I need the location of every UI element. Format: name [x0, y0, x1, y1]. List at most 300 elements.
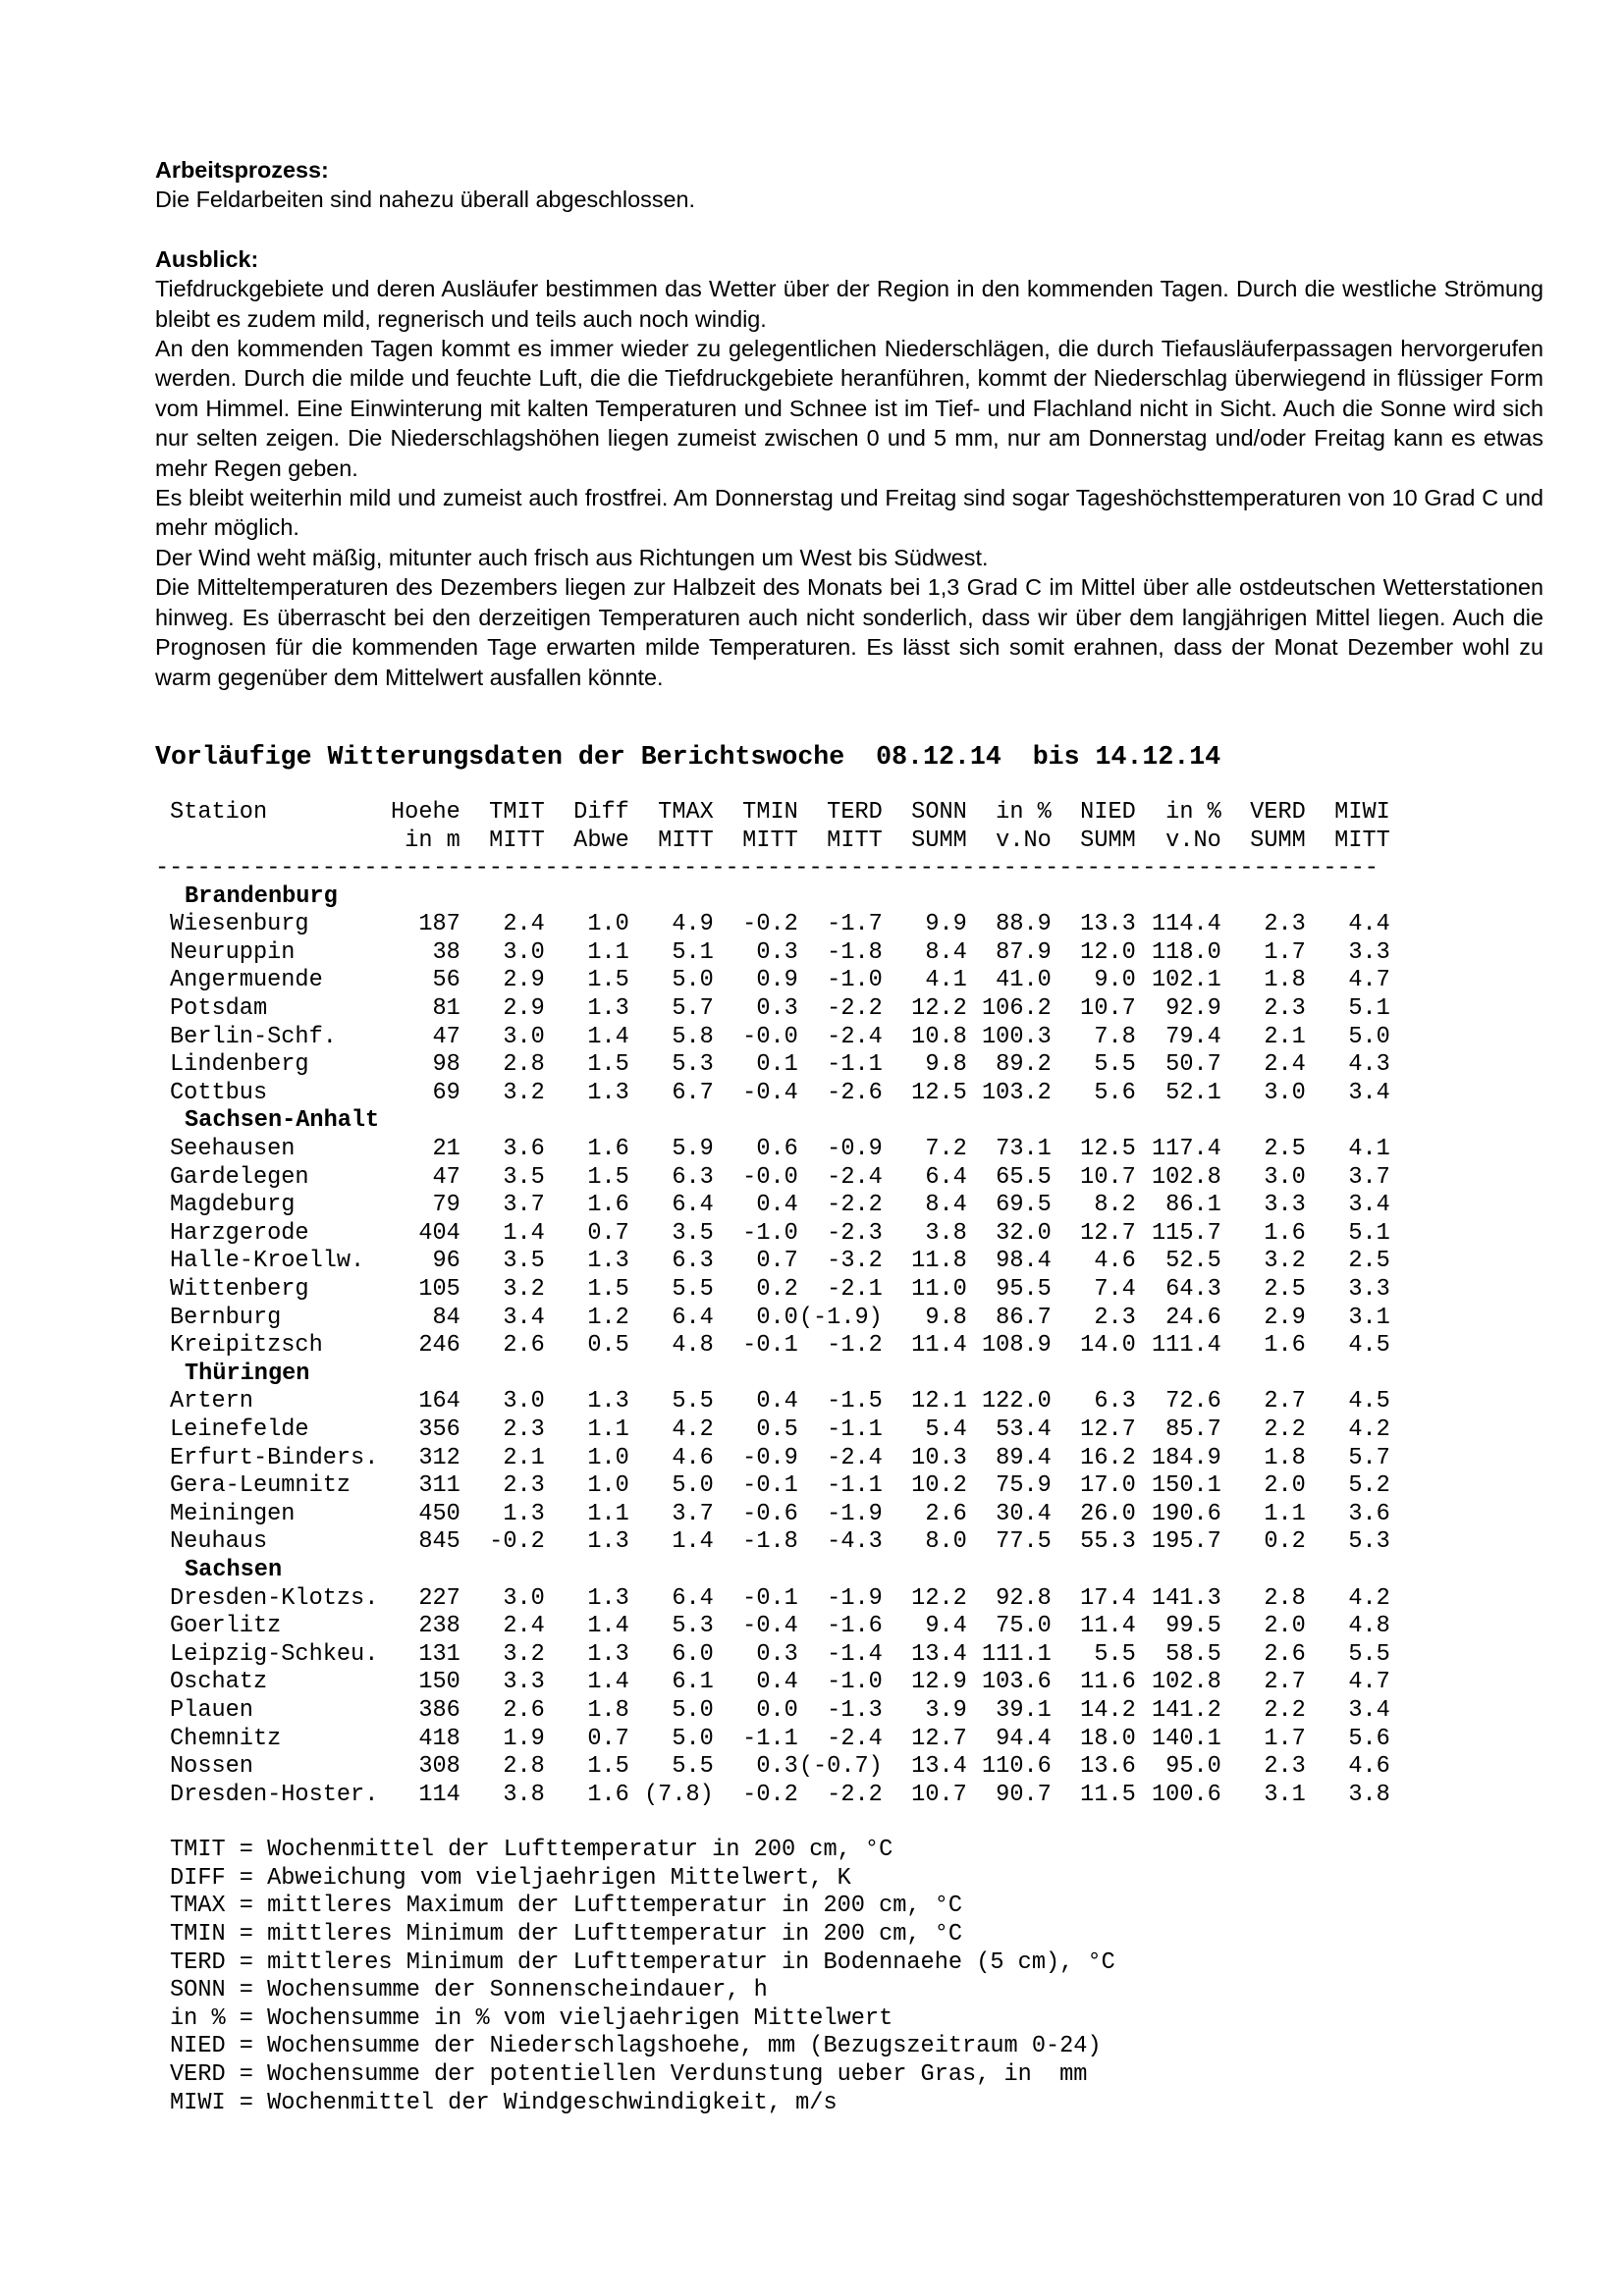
- cell-hoehe: in m: [405, 827, 460, 854]
- cell-station: Wiesenburg: [170, 911, 309, 938]
- cell-sonn: 10.2: [911, 1472, 967, 1500]
- cell-station: Dresden-Hoster.: [170, 1781, 379, 1808]
- cell-sonn-pct: 106.2: [982, 995, 1052, 1023]
- cell-sonn-pct: 100.3: [982, 1023, 1052, 1050]
- cell-tmin: 0.3: [756, 995, 798, 1023]
- station-row: [155, 995, 1390, 1024]
- cell-nied: 14.0: [1080, 1332, 1136, 1360]
- cell-miwi: 5.1: [1348, 995, 1390, 1023]
- station-row: [155, 1501, 1390, 1529]
- cell-tmit: 1.3: [503, 1500, 545, 1527]
- cell-tmit: 3.2: [503, 1276, 545, 1303]
- cell-sonn: 12.9: [911, 1669, 967, 1696]
- cell-nied-pct: 86.1: [1165, 1192, 1221, 1219]
- cell-hoehe: 47: [432, 1023, 460, 1050]
- cell-nied-pct: 102.1: [1152, 967, 1221, 994]
- cell-terd: -2.3: [827, 1219, 883, 1247]
- cell-verd: 3.3: [1264, 1192, 1306, 1219]
- cell-tmax: (7.8): [644, 1781, 714, 1808]
- cell-tmax: 4.2: [672, 1415, 714, 1443]
- cell-sonn: 12.1: [911, 1388, 967, 1415]
- cell-tmax: 6.1: [672, 1669, 714, 1696]
- cell-nied: 6.3: [1094, 1388, 1136, 1415]
- cell-sonn: 13.4: [911, 1640, 967, 1668]
- cell-verd: 0.2: [1264, 1528, 1306, 1556]
- cell-verd: SUMM: [1250, 827, 1306, 854]
- cell-sonn: 8.0: [925, 1528, 967, 1556]
- legend-item: SONN = Wochensumme der Sonnenscheindauer, h: [170, 1977, 768, 2004]
- cell-tmax: 3.7: [672, 1500, 714, 1527]
- cell-miwi: 3.4: [1348, 1192, 1390, 1219]
- cell-sonn: 12.2: [911, 995, 967, 1023]
- cell-tmax: 5.8: [672, 1023, 714, 1050]
- cell-tmit: 3.7: [503, 1192, 545, 1219]
- cell-tmit: 3.4: [503, 1304, 545, 1331]
- cell-nied-pct: 50.7: [1165, 1051, 1221, 1079]
- cell-miwi: MITT: [1334, 827, 1390, 854]
- cell-nied-pct: 52.5: [1165, 1248, 1221, 1275]
- cell-nied: 10.7: [1080, 1163, 1136, 1191]
- region-name: Thüringen: [185, 1360, 310, 1387]
- cell-terd: -2.2: [827, 1192, 883, 1219]
- cell-diff: 1.4: [587, 1669, 629, 1696]
- cell-diff: 1.8: [587, 1696, 629, 1724]
- cell-sonn: 2.6: [925, 1500, 967, 1527]
- station-row: [155, 1726, 1390, 1754]
- cell-station: Angermuende: [170, 967, 323, 994]
- cell-miwi: 4.7: [1348, 1669, 1390, 1696]
- ausblick-paragraph: Tiefdruckgebiete und deren Ausläufer bestimmen das Wetter über der Region in den kommenden Tagen. Durch die westliche Strömung bleibt es zudem mild, regnerisch und teils auch noch windig.: [155, 276, 1543, 332]
- cell-nied: 17.4: [1080, 1584, 1136, 1612]
- cell-hoehe: 79: [432, 1192, 460, 1219]
- cell-hoehe: 81: [432, 995, 460, 1023]
- table-header-row: [155, 828, 1390, 856]
- cell-sonn: 10.7: [911, 1781, 967, 1808]
- cell-hoehe: 187: [418, 911, 460, 938]
- cell-miwi: 4.7: [1348, 967, 1390, 994]
- station-row: [155, 939, 1390, 968]
- ausblick-paragraph: Der Wind weht mäßig, mitunter auch frisch aus Richtungen um West bis Südwest.: [155, 544, 989, 570]
- station-row: [155, 1332, 1390, 1361]
- cell-terd: -4.3: [827, 1528, 883, 1556]
- cell-tmit: 2.9: [503, 995, 545, 1023]
- cell-sonn: 5.4: [925, 1415, 967, 1443]
- cell-nied-pct: 95.0: [1165, 1753, 1221, 1781]
- cell-tmit: 2.4: [503, 911, 545, 938]
- cell-terd: -1.6: [827, 1613, 883, 1640]
- cell-tmax: TMAX: [658, 798, 714, 826]
- cell-sonn-pct: 75.9: [996, 1472, 1052, 1500]
- cell-tmin: TMIN: [742, 798, 798, 826]
- cell-tmin: -0.6: [742, 1500, 798, 1527]
- cell-hoehe: 96: [432, 1248, 460, 1275]
- cell-station: Meiningen: [170, 1500, 296, 1527]
- cell-miwi: 4.5: [1348, 1332, 1390, 1360]
- cell-station: Artern: [170, 1388, 253, 1415]
- cell-tmin: 0.0: [756, 1696, 798, 1724]
- cell-tmax: 5.9: [672, 1136, 714, 1163]
- cell-tmin: 0.0: [756, 1304, 798, 1331]
- cell-verd: 2.3: [1264, 1753, 1306, 1781]
- cell-tmit: 3.3: [503, 1669, 545, 1696]
- cell-sonn: 3.8: [925, 1219, 967, 1247]
- cell-miwi: 4.8: [1348, 1613, 1390, 1640]
- region-name: Sachsen-Anhalt: [185, 1107, 380, 1135]
- cell-hoehe: 47: [432, 1163, 460, 1191]
- cell-terd: -1.1: [827, 1051, 883, 1079]
- cell-diff: Diff: [573, 798, 629, 826]
- legend-item: TMIT = Wochenmittel der Lufttemperatur in 200 cm, °C: [170, 1837, 893, 1864]
- cell-sonn-pct: 98.4: [996, 1248, 1052, 1275]
- cell-terd: (-1.9): [798, 1304, 883, 1331]
- cell-diff: 1.1: [587, 1500, 629, 1527]
- cell-miwi: 3.3: [1348, 938, 1390, 966]
- cell-diff: 1.3: [587, 1528, 629, 1556]
- cell-verd: 1.8: [1264, 967, 1306, 994]
- cell-nied: 11.5: [1080, 1781, 1136, 1808]
- cell-verd: 1.6: [1264, 1219, 1306, 1247]
- cell-nied: 12.0: [1080, 938, 1136, 966]
- cell-verd: 2.3: [1264, 995, 1306, 1023]
- cell-hoehe: 69: [432, 1079, 460, 1106]
- region-name: Sachsen: [185, 1556, 283, 1583]
- cell-nied: 9.0: [1094, 967, 1136, 994]
- cell-diff: 0.7: [587, 1219, 629, 1247]
- cell-station: Gardelegen: [170, 1163, 309, 1191]
- cell-tmit: 2.6: [503, 1696, 545, 1724]
- cell-tmit: 2.8: [503, 1753, 545, 1781]
- cell-sonn-pct: 89.2: [996, 1051, 1052, 1079]
- station-row: [155, 1388, 1390, 1416]
- cell-station: Magdeburg: [170, 1192, 296, 1219]
- cell-tmit: 2.8: [503, 1051, 545, 1079]
- station-row: [155, 1528, 1390, 1557]
- cell-miwi: 3.7: [1348, 1163, 1390, 1191]
- cell-hoehe: 418: [418, 1725, 460, 1752]
- cell-tmit: 2.3: [503, 1472, 545, 1500]
- cell-sonn-pct: 103.6: [982, 1669, 1052, 1696]
- cell-hoehe: 164: [418, 1388, 460, 1415]
- cell-tmin: -0.1: [742, 1332, 798, 1360]
- cell-nied: 2.3: [1094, 1304, 1136, 1331]
- cell-verd: 1.7: [1264, 1725, 1306, 1752]
- cell-nied: 12.7: [1080, 1415, 1136, 1443]
- cell-station: Oschatz: [170, 1669, 268, 1696]
- cell-nied-pct: 141.2: [1152, 1696, 1221, 1724]
- table-separator: [155, 855, 1390, 883]
- cell-miwi: 4.1: [1348, 1136, 1390, 1163]
- cell-sonn: 11.0: [911, 1276, 967, 1303]
- cell-station: Leinefelde: [170, 1415, 309, 1443]
- cell-tmax: 5.5: [672, 1388, 714, 1415]
- cell-tmin: 0.4: [756, 1192, 798, 1219]
- ausblick-section: [155, 244, 1543, 692]
- cell-terd: (-0.7): [798, 1753, 883, 1781]
- cell-nied: 11.6: [1080, 1669, 1136, 1696]
- cell-terd: TERD: [827, 798, 883, 826]
- cell-nied: 8.2: [1094, 1192, 1136, 1219]
- cell-diff: 1.4: [587, 1613, 629, 1640]
- cell-hoehe: 386: [418, 1696, 460, 1724]
- cell-nied: 7.4: [1094, 1276, 1136, 1303]
- cell-sonn: 9.8: [925, 1051, 967, 1079]
- cell-nied-pct: 150.1: [1152, 1472, 1221, 1500]
- cell-terd: -1.2: [827, 1332, 883, 1360]
- cell-sonn-pct: 30.4: [996, 1500, 1052, 1527]
- legend-item: TMIN = mittleres Minimum der Lufttemperatur in 200 cm, °C: [170, 1921, 963, 1949]
- cell-tmin: -1.8: [742, 1528, 798, 1556]
- cell-tmin: 0.2: [756, 1276, 798, 1303]
- cell-tmax: 5.5: [672, 1753, 714, 1781]
- cell-hoehe: Hoehe: [391, 798, 460, 826]
- cell-tmin: 0.1: [756, 1051, 798, 1079]
- cell-tmin: -0.4: [742, 1613, 798, 1640]
- cell-sonn-pct: v.No: [996, 827, 1052, 854]
- station-row: [155, 1416, 1390, 1445]
- cell-nied: NIED: [1080, 798, 1136, 826]
- cell-terd: -1.4: [827, 1640, 883, 1668]
- cell-station: Station: [170, 798, 268, 826]
- cell-nied-pct: 117.4: [1152, 1136, 1221, 1163]
- cell-verd: 2.2: [1264, 1415, 1306, 1443]
- cell-verd: 3.0: [1264, 1079, 1306, 1106]
- cell-tmax: 5.3: [672, 1051, 714, 1079]
- cell-diff: 1.4: [587, 1023, 629, 1050]
- cell-diff: 1.1: [587, 938, 629, 966]
- station-row: [155, 1248, 1390, 1276]
- cell-tmax: 5.7: [672, 995, 714, 1023]
- cell-hoehe: 227: [418, 1584, 460, 1612]
- cell-miwi: 5.0: [1348, 1023, 1390, 1050]
- cell-terd: -1.0: [827, 1669, 883, 1696]
- cell-miwi: 4.6: [1348, 1753, 1390, 1781]
- cell-nied-pct: 92.9: [1165, 995, 1221, 1023]
- cell-tmit: 3.2: [503, 1640, 545, 1668]
- cell-nied-pct: 64.3: [1165, 1276, 1221, 1303]
- cell-terd: -1.0: [827, 967, 883, 994]
- cell-tmit: TMIT: [489, 798, 545, 826]
- cell-miwi: MIWI: [1334, 798, 1390, 826]
- cell-station: Halle-Kroellw.: [170, 1248, 365, 1275]
- cell-terd: -3.2: [827, 1248, 883, 1275]
- station-row: [155, 1669, 1390, 1697]
- cell-sonn: 9.8: [925, 1304, 967, 1331]
- cell-tmin: MITT: [742, 827, 798, 854]
- cell-hoehe: 38: [432, 938, 460, 966]
- cell-hoehe: 56: [432, 967, 460, 994]
- cell-diff: 1.5: [587, 967, 629, 994]
- cell-nied: 11.4: [1080, 1613, 1136, 1640]
- cell-tmit: 2.6: [503, 1332, 545, 1360]
- cell-tmit: MITT: [489, 827, 545, 854]
- cell-verd: 2.1: [1264, 1023, 1306, 1050]
- cell-hoehe: 131: [418, 1640, 460, 1668]
- cell-sonn-pct: in %: [996, 798, 1052, 826]
- cell-diff: 1.6: [587, 1192, 629, 1219]
- cell-station: Bernburg: [170, 1304, 282, 1331]
- cell-station: Harzgerode: [170, 1219, 309, 1247]
- cell-miwi: 4.2: [1348, 1415, 1390, 1443]
- cell-tmin: 0.3: [756, 938, 798, 966]
- cell-station: Dresden-Klotzs.: [170, 1584, 379, 1612]
- cell-verd: 2.2: [1264, 1696, 1306, 1724]
- cell-terd: -1.1: [827, 1415, 883, 1443]
- station-row: [155, 1164, 1390, 1193]
- cell-verd: 2.6: [1264, 1640, 1306, 1668]
- cell-nied: 10.7: [1080, 995, 1136, 1023]
- cell-terd: -2.1: [827, 1276, 883, 1303]
- cell-nied-pct: 114.4: [1152, 911, 1221, 938]
- cell-tmin: -1.1: [742, 1725, 798, 1752]
- cell-tmax: 6.0: [672, 1640, 714, 1668]
- station-row: [155, 1782, 1390, 1810]
- cell-verd: 3.2: [1264, 1248, 1306, 1275]
- cell-diff: 1.0: [587, 911, 629, 938]
- cell-verd: 1.8: [1264, 1444, 1306, 1471]
- cell-tmax: 1.4: [672, 1528, 714, 1556]
- cell-station: Erfurt-Binders.: [170, 1444, 379, 1471]
- cell-station: Potsdam: [170, 995, 268, 1023]
- cell-sonn: 12.5: [911, 1079, 967, 1106]
- legend-item: NIED = Wochensumme der Niederschlagshoehe, mm (Bezugszeitraum 0-24): [170, 2033, 1102, 2060]
- cell-nied-pct: in %: [1165, 798, 1221, 826]
- cell-nied-pct: 115.7: [1152, 1219, 1221, 1247]
- cell-tmax: 3.5: [672, 1219, 714, 1247]
- cell-verd: 2.5: [1264, 1136, 1306, 1163]
- cell-hoehe: 114: [418, 1781, 460, 1808]
- cell-nied: 13.3: [1080, 911, 1136, 938]
- cell-tmin: -0.2: [742, 1781, 798, 1808]
- ausblick-paragraph: An den kommenden Tagen kommt es immer wieder zu gelegentlichen Niederschlägen, die durch Tiefausläuferpassagen hervorgerufen werden. Durch die milde und feuchte Luft, die die Tiefdruckgebiete heranführen, kommt der Niederschlag überwiegend in flüssiger Form vom Himmel. Eine Einwinterung mit kalten Temperaturen und Schnee ist im Tief- und Flachland nicht in Sicht. Auch die Sonne wird sich nur selten zeigen. Die Niederschlagshöhen liegen zumeist zwischen 0 und 5 mm, nur am Donnerstag und/oder Freitag kann es etwas mehr Regen geben.: [155, 336, 1543, 481]
- cell-nied-pct: 52.1: [1165, 1079, 1221, 1106]
- cell-station: Kreipitzsch: [170, 1332, 323, 1360]
- cell-tmin: 0.4: [756, 1388, 798, 1415]
- station-row: [155, 1051, 1390, 1080]
- cell-terd: -2.4: [827, 1163, 883, 1191]
- cell-tmax: 5.3: [672, 1613, 714, 1640]
- cell-terd: -2.2: [827, 1781, 883, 1808]
- cell-sonn-pct: 53.4: [996, 1415, 1052, 1443]
- cell-nied-pct: 111.4: [1152, 1332, 1221, 1360]
- cell-station: Plauen: [170, 1696, 253, 1724]
- cell-nied-pct: 100.6: [1152, 1781, 1221, 1808]
- cell-diff: 1.3: [587, 1640, 629, 1668]
- station-row: [155, 1080, 1390, 1108]
- cell-terd: -2.2: [827, 995, 883, 1023]
- cell-nied-pct: 141.3: [1152, 1584, 1221, 1612]
- cell-hoehe: 308: [418, 1753, 460, 1781]
- cell-sonn-pct: 75.0: [996, 1613, 1052, 1640]
- table-header-row: [155, 799, 1390, 828]
- cell-sonn: 7.2: [925, 1136, 967, 1163]
- cell-hoehe: 150: [418, 1669, 460, 1696]
- station-row: [155, 1024, 1390, 1052]
- cell-tmax: 5.0: [672, 967, 714, 994]
- cell-nied: 5.6: [1094, 1079, 1136, 1106]
- cell-station: Berlin-Schf.: [170, 1023, 337, 1050]
- cell-tmin: -0.1: [742, 1472, 798, 1500]
- cell-sonn: 13.4: [911, 1753, 967, 1781]
- cell-nied-pct: 190.6: [1152, 1500, 1221, 1527]
- cell-tmax: 6.3: [672, 1248, 714, 1275]
- legend-item: TMAX = mittleres Maximum der Lufttemperatur in 200 cm, °C: [170, 1893, 963, 1920]
- cell-verd: 1.7: [1264, 938, 1306, 966]
- cell-tmit: 2.3: [503, 1415, 545, 1443]
- cell-nied-pct: 184.9: [1152, 1444, 1221, 1471]
- cell-nied: 12.7: [1080, 1219, 1136, 1247]
- cell-sonn-pct: 87.9: [996, 938, 1052, 966]
- cell-sonn-pct: 77.5: [996, 1528, 1052, 1556]
- cell-tmit: 3.2: [503, 1079, 545, 1106]
- cell-miwi: 5.7: [1348, 1444, 1390, 1471]
- cell-hoehe: 105: [418, 1276, 460, 1303]
- cell-diff: 0.7: [587, 1725, 629, 1752]
- cell-diff: 1.3: [587, 1248, 629, 1275]
- cell-sonn: 10.8: [911, 1023, 967, 1050]
- cell-tmit: 3.5: [503, 1163, 545, 1191]
- cell-tmax: 5.1: [672, 938, 714, 966]
- cell-tmin: -0.0: [742, 1163, 798, 1191]
- cell-sonn-pct: 73.1: [996, 1136, 1052, 1163]
- cell-sonn: 8.4: [925, 938, 967, 966]
- cell-nied: 7.8: [1094, 1023, 1136, 1050]
- station-row: [155, 1276, 1390, 1305]
- cell-terd: -1.9: [827, 1500, 883, 1527]
- cell-verd: 1.6: [1264, 1332, 1306, 1360]
- cell-miwi: 4.4: [1348, 911, 1390, 938]
- cell-tmin: 0.3: [756, 1753, 798, 1781]
- cell-sonn-pct: 110.6: [982, 1753, 1052, 1781]
- cell-verd: 2.7: [1264, 1669, 1306, 1696]
- cell-tmax: MITT: [658, 827, 714, 854]
- region-row: [155, 1107, 1390, 1136]
- cell-tmax: 6.4: [672, 1584, 714, 1612]
- cell-nied: SUMM: [1080, 827, 1136, 854]
- cell-tmax: 5.5: [672, 1276, 714, 1303]
- cell-tmax: 4.6: [672, 1444, 714, 1471]
- cell-tmit: 3.6: [503, 1136, 545, 1163]
- cell-sonn-pct: 108.9: [982, 1332, 1052, 1360]
- station-row: [155, 967, 1390, 995]
- cell-miwi: 4.5: [1348, 1388, 1390, 1415]
- station-row: [155, 1641, 1390, 1670]
- cell-tmit: 3.0: [503, 938, 545, 966]
- cell-miwi: 5.5: [1348, 1640, 1390, 1668]
- cell-miwi: 3.3: [1348, 1276, 1390, 1303]
- cell-tmit: 3.0: [503, 1388, 545, 1415]
- weather-data-table: [155, 799, 1390, 1809]
- cell-hoehe: 98: [432, 1051, 460, 1079]
- cell-tmax: 6.4: [672, 1304, 714, 1331]
- cell-tmin: 0.4: [756, 1669, 798, 1696]
- station-row: [155, 1192, 1390, 1220]
- cell-sonn-pct: 41.0: [996, 967, 1052, 994]
- cell-diff: 1.0: [587, 1472, 629, 1500]
- cell-sonn-pct: 89.4: [996, 1444, 1052, 1471]
- cell-tmax: 5.0: [672, 1725, 714, 1752]
- cell-miwi: 3.4: [1348, 1079, 1390, 1106]
- cell-diff: 1.3: [587, 1388, 629, 1415]
- cell-tmin: -0.1: [742, 1584, 798, 1612]
- cell-sonn: SUMM: [911, 827, 967, 854]
- cell-tmax: 6.3: [672, 1163, 714, 1191]
- cell-sonn-pct: 88.9: [996, 911, 1052, 938]
- cell-nied: 5.5: [1094, 1051, 1136, 1079]
- cell-terd: -1.3: [827, 1696, 883, 1724]
- cell-verd: 2.8: [1264, 1584, 1306, 1612]
- cell-tmit: 2.4: [503, 1613, 545, 1640]
- cell-nied-pct: 58.5: [1165, 1640, 1221, 1668]
